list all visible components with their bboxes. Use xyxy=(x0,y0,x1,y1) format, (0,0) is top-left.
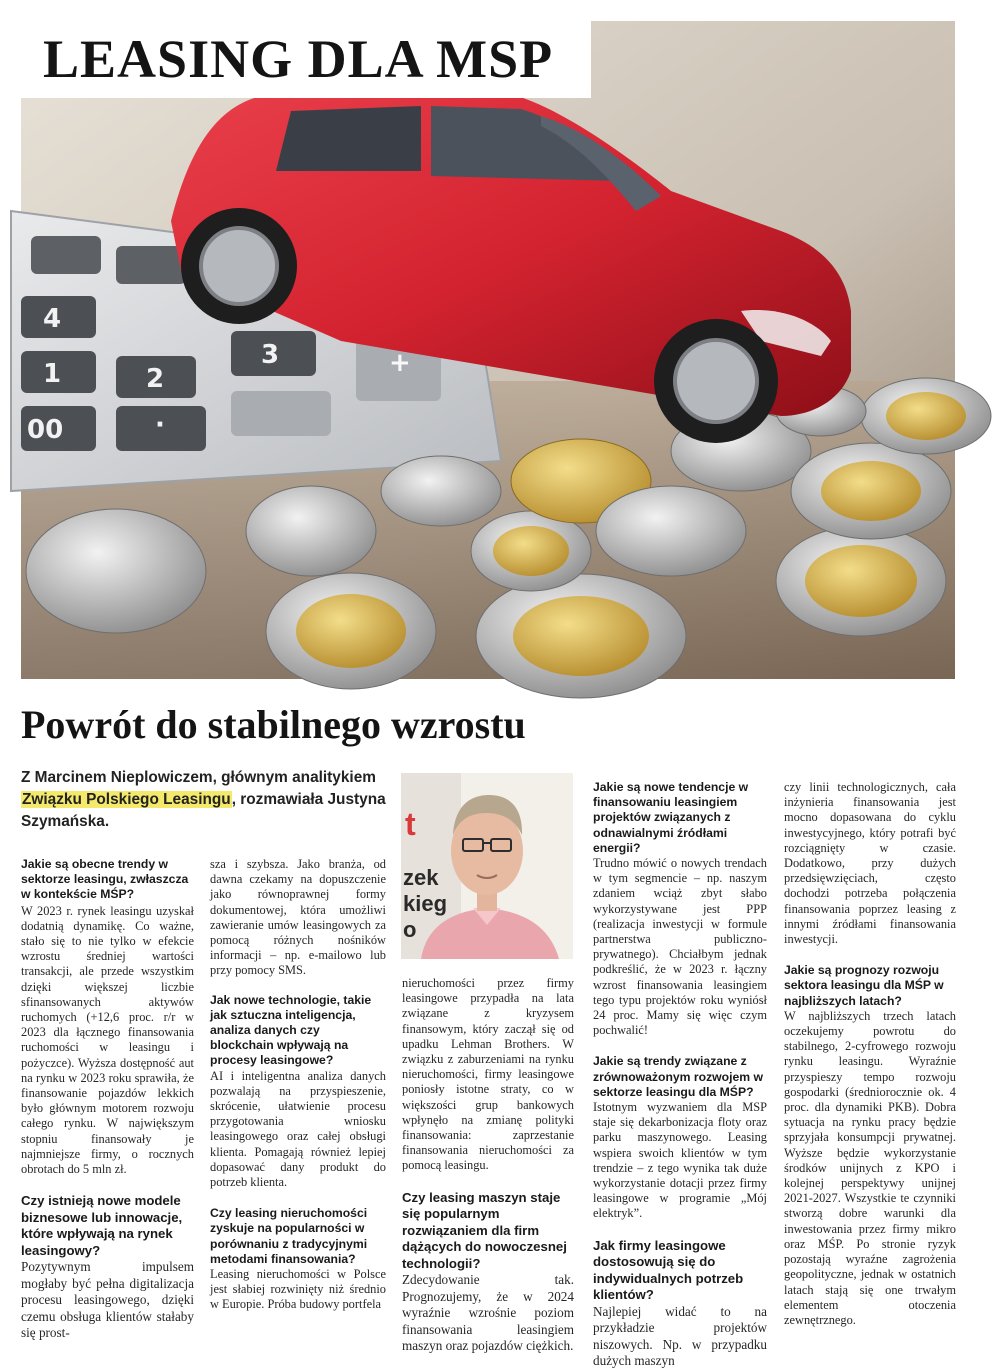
text-column-4 xyxy=(593,780,767,1370)
answer-7: Istotnym wyzwaniem dla MSP staje się dekarbonizacja floty oraz parku maszynowego. Leasing wspiera swoich klientów w tym trendzie – z tego wynika tak duże wykorzystanie dotacji przez firmy leasingowe w programie „Mój elektryk”. xyxy=(593,1100,767,1221)
backdrop-text-3: o xyxy=(403,917,417,942)
section-label: LEASING DLA MSP xyxy=(21,21,591,98)
answer-2-part-2: sza i szybsza. Jako branża, od dawna czekamy na dopuszczenie jako równoprawnej formy dokumentowej, która umożliwi zawieranie umów leasingowych za pomocą różnych nośników informacji – np. e-mailowo lub przy pomocy SMS. xyxy=(210,857,386,978)
calc-key-3: 3 xyxy=(261,340,280,370)
answer-4-part-1: Leasing nieruchomości w Polsce jest słabiej rozwinięty niż średnio w Europie. Próba budowy portfela xyxy=(210,1267,386,1312)
answer-3: AI i inteligentna analiza danych pozwalają na przyspieszenie, skrócenie, ułatwienie procesu przygotowania wniosku leasingowego oraz całej obsługi klienta. Pomagają również lepiej dopasować dany produkt do potrzeb klienta. xyxy=(210,1068,386,1190)
question-9: Jakie są prognozy rozwoju sektora leasingu dla MŚP w najbliższych latach? xyxy=(784,963,944,1008)
question-6: Jakie są nowe tendencje w finansowaniu leasingiem projektów związanych z odnawialnymi źródłami energii? xyxy=(593,780,749,855)
answer-4-part-2: nieruchomości przez firmy leasingowe przypadła na lata związane z kryzysem finansowym, który zaczął się od upadku Lehman Brothers. W związku z zaburzeniami na rynku nieruchomości, firmy leasingowe poniosły istotne straty, co w większości grup bankowych wpłynęło na zmianę polityki finansowania: zaprzestanie finansowania nieruchomości za pomocą leasingu. xyxy=(402,976,574,1173)
question-4: Czy leasing nieruchomości zyskuje na popularności w porównaniu z tradycyjnymi metodami finansowania? xyxy=(210,1206,368,1266)
answer-6: Trudno mówić o nowych trendach w tym segmencie – np. naszym zdaniem wciąż zbyt słabo wykorzystywane jest PPP (realizacja inwestycji w formule partnerstwa publiczno-prywatnego). Chciałbym jednak podkreślić, że w 2023 r. łączny wzrost finansowania leasingiem tego typu projektów roku wyniósł 24 proc. Mamy się więc czym pochwalić! xyxy=(593,856,767,1038)
calc-key-00: 00 xyxy=(27,415,64,445)
calc-key-1: 1 xyxy=(43,359,62,389)
article-headline: Powrót do stabilnego wzrostu xyxy=(21,702,526,747)
portrait-illustration xyxy=(401,773,573,959)
answer-9: W najbliższych trzech latach oczekujemy powrotu do stabilnego, 2-cyfrowego rozwoju rynku leasingu. Wyraźnie przyspieszy tempo rozwoju gospodarki (średniorocznie ok. 4 proc. dla dynamiki PKB). Dobra sytuacja na rynku pracy będzie sprzyjała konsumpcji prywatnej. Wyższe będzie wykorzystanie środków unijnych z KPO i kolejnej perspektywy unijnej 2021-2027. Wszystkie te czynniki stworzą dobre warunki dla inwestowania przez firmy mikro oraz MŚP. Po stronie ryzyk pozostają wyraźne zagrożenia geopolityczne, jednak w ostatnich latach stają się one trwałym elementem otoczenia zewnętrznego. xyxy=(784,1008,956,1327)
hero-illustration xyxy=(21,21,955,679)
answer-5: Zdecydowanie tak. Prognozujemy, że w 2024 wyraźnie wzrośnie poziom finansowania leasingiem maszyn oraz pojazdów ciężkich. xyxy=(402,1272,574,1354)
backdrop-text-1: zek xyxy=(403,865,439,890)
calc-key-2: 2 xyxy=(146,364,165,394)
interviewee-portrait xyxy=(401,773,573,959)
answer-8-part-1: Najlepiej widać to na przykładzie projektów niszowych. Np. w przypadku dużych maszyn xyxy=(593,1303,767,1369)
question-3: Jak nowe technologie, takie jak sztuczna inteligencja, analiza danych czy blockchain wpływają na procesy leasingowe? xyxy=(210,992,372,1068)
backdrop-letter: t xyxy=(405,806,416,842)
answer-2-part-1: Pozytywnym impulsem mogłaby być pełna digitalizacja procesu leasingowego, dzięki czemu obsługa klientów stałaby się prost- xyxy=(21,1259,194,1341)
lead-organization-highlight: Związku Polskiego Leasingu xyxy=(22,791,231,808)
question-5: Czy leasing maszyn staje się popularnym rozwiązaniem dla firm dążących do nowoczesnej technologii? xyxy=(402,1189,567,1271)
text-column-3 xyxy=(402,976,574,1355)
answer-1: W 2023 r. rynek leasingu uzyskał dodatnią dynamikę. Co ważne, stało się to nie tylko w efekcie wzrostu średniej wartości transakcji, ale przede wszystkim dzięki większej liczbie sfinansowanych aktywów ruchomych (+12,6 proc. r/r w 2023 dla łącznego finansowania ruchomości w leasingu i pożyczce). Wyższa dostępność aut na rynku w 2023 roku sprawiła, że finansowanie pojazdów lekkich było głównym motorem rozwoju całego rynku. W największym stopniu finansowały je najmniejsze firmy, o rocznych obrotach do 5 mln zł. xyxy=(21,903,194,1177)
question-2: Czy istnieją nowe modele biznesowe lub innowacje, które wpływają na rynek leasingowy? xyxy=(21,1193,183,1258)
lead-text-start: Z Marcinem Nieplowiczem, głównym analitykiem xyxy=(21,769,376,786)
hero-photo xyxy=(21,21,955,679)
article-lead xyxy=(21,767,386,833)
answer-8-part-2: czy linii technologicznych, cała inżynieria finansowania jest mocno dopasowana do cyklu inwestycyjnego, który potrafi być rozciągnięty w czasie. Dodatkowo, przy dużych przedsięwzięciach, często dochodzi potrzeba połączenia finansowania poprzez leasing z innymi źródłami finansowania inwestycji. xyxy=(784,780,956,947)
question-1: Jakie są obecne trendy w sektorze leasingu, zwłaszcza w kontekście MŚP? xyxy=(21,857,189,902)
question-8: Jak firmy leasingowe dostosowują się do indywidualnych potrzeb klientów? xyxy=(593,1237,744,1303)
text-column-5 xyxy=(784,780,956,1328)
text-column-2 xyxy=(210,857,386,1313)
text-column-1 xyxy=(21,857,194,1342)
lead-text-end: , rozmawiała Justyna Szymańska. xyxy=(21,791,386,830)
calc-key-dot: · xyxy=(155,410,165,440)
backdrop-text-2: kieg xyxy=(403,891,448,916)
question-7: Jakie są trendy związane z zrównoważonym rozwojem w sektorze leasingu dla MŚP? xyxy=(593,1054,763,1099)
calc-key-plus: + xyxy=(389,348,411,378)
calc-key-4: 4 xyxy=(43,304,62,334)
